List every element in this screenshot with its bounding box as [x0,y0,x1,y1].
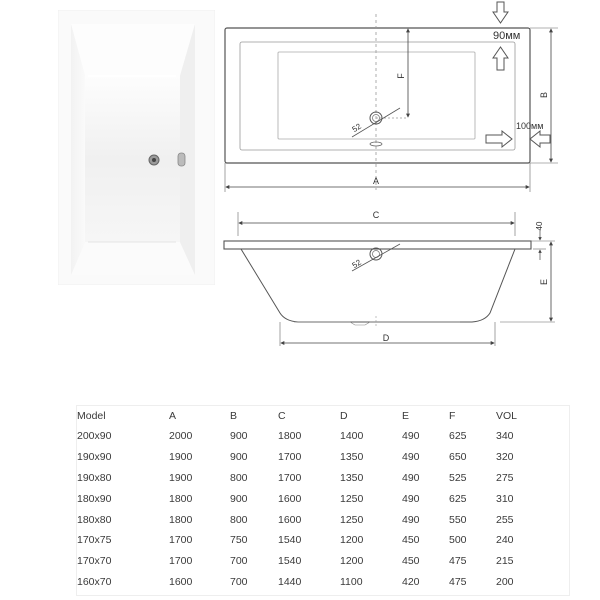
technical-drawing [210,0,570,360]
cell-c: 1540 [278,534,302,547]
cell-b: 800 [230,471,248,484]
col-header-b: B [230,410,238,422]
cell-a: 1700 [169,534,193,547]
cell-a: 2000 [169,430,193,443]
cell-c: 1700 [278,471,302,484]
cell-vol: 215 [496,555,514,568]
cell-model: 190x80 [77,471,112,484]
table-row [77,447,569,468]
table-row [77,509,569,530]
cell-e: 420 [402,575,420,588]
cell-vol: 320 [496,451,514,464]
cell-vol: 340 [496,430,514,443]
cell-f: 475 [449,575,467,588]
cell-a: 1700 [169,555,193,568]
cell-f: 475 [449,555,467,568]
spec-table [76,405,570,596]
cell-d: 1200 [340,555,364,568]
cell-model: 170x70 [77,555,112,568]
cell-c: 1600 [278,513,302,526]
cell-e: 490 [402,451,420,464]
col-header-f: F [449,410,456,422]
col-header-model: Model [77,410,106,422]
cell-a: 1900 [169,451,193,464]
cell-d: 1250 [340,492,364,505]
table-row [77,426,569,447]
dim-label-drain: 52 [350,121,363,135]
cell-vol: 200 [496,575,514,588]
cell-vol: 240 [496,534,514,547]
cell-f: 625 [449,430,467,443]
dim-label-overflow: 52 [350,257,363,271]
cell-e: 450 [402,555,420,568]
table-row [77,488,569,509]
cell-a: 1900 [169,471,193,484]
cell-model: 190x90 [77,451,112,464]
arrow-up-icon [493,47,508,70]
cell-d: 1350 [340,451,364,464]
cell-b: 900 [230,451,248,464]
col-header-a: A [169,410,177,422]
offset-label-100: 100мм [516,121,544,131]
table-row [77,551,569,572]
arrow-right-icon [486,131,512,147]
cell-b: 800 [230,513,248,526]
cell-model: 160x70 [77,575,112,588]
dim-label-e: E [539,278,549,286]
cell-e: 450 [402,534,420,547]
dim-label-a: A [372,176,380,186]
cell-vol: 310 [496,492,514,505]
cell-b: 700 [230,575,248,588]
cell-model: 180x90 [77,492,112,505]
cell-f: 625 [449,492,467,505]
cell-d: 1100 [340,575,363,588]
cell-e: 490 [402,513,420,526]
cell-a: 1800 [169,513,193,526]
col-header-c: C [278,410,286,422]
cell-c: 1600 [278,492,302,505]
cell-f: 650 [449,451,467,464]
col-header-d: D [340,410,348,422]
col-header-vol: VOL [496,410,518,422]
cell-a: 1800 [169,492,193,505]
table-row [77,530,569,551]
table-row [77,468,569,489]
cell-e: 490 [402,430,420,443]
cell-c: 1700 [278,451,302,464]
cell-e: 490 [402,492,420,505]
cell-vol: 275 [496,471,514,484]
cell-b: 900 [230,430,248,443]
cell-d: 1350 [340,471,364,484]
cell-model: 170x75 [77,534,112,547]
dim-label-f: F [396,73,406,79]
cell-f: 550 [449,513,467,526]
table-row [77,572,569,593]
dim-label-d: D [382,333,390,343]
cell-e: 490 [402,471,420,484]
arrow-left-icon [530,131,550,147]
cell-d: 1200 [340,534,364,547]
cell-model: 200x90 [77,430,112,443]
offset-label-90: 90мм [493,30,521,42]
cell-b: 750 [230,534,248,547]
cell-f: 525 [449,471,467,484]
dim-label-40: 40 [535,221,544,231]
table-header-row [77,406,569,426]
side-view [224,212,555,346]
cell-b: 700 [230,555,248,568]
cell-vol: 255 [496,513,514,526]
dim-label-c: C [372,210,380,220]
overflow-icon [178,153,185,166]
cell-a: 1600 [169,575,193,588]
cell-c: 1540 [278,555,302,568]
cell-c: 1800 [278,430,302,443]
cell-c: 1440 [278,575,302,588]
col-header-e: E [402,410,410,422]
bathtub-photo [58,10,215,285]
cell-f: 500 [449,534,467,547]
arrow-down-icon [493,2,508,23]
cell-d: 1400 [340,430,364,443]
cell-model: 180x80 [77,513,112,526]
cell-d: 1250 [340,513,364,526]
cell-b: 900 [230,492,248,505]
dim-label-b: B [539,91,549,99]
